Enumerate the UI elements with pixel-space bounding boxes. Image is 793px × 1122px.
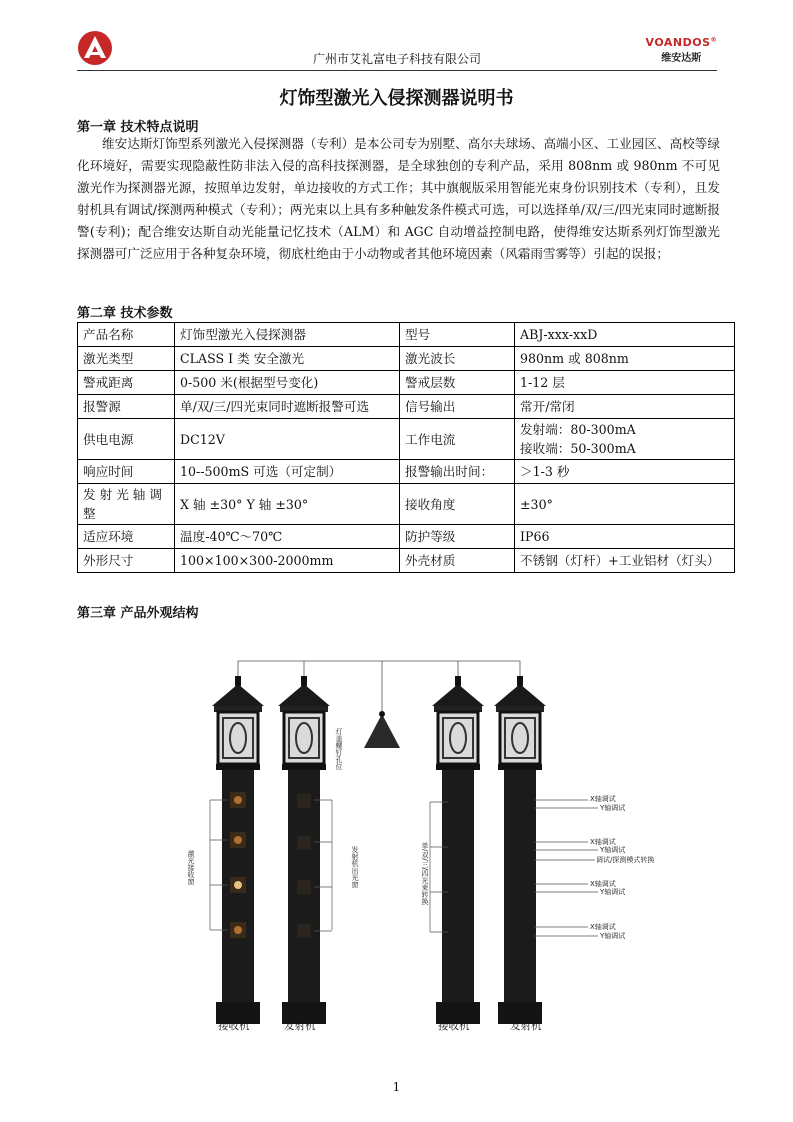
chapter1-body: 维安达斯灯饰型系列激光入侵探测器（专利）是本公司专为别墅、高尔夫球场、高端小区、工业园区、高校等绿化环境好，需要实现隐蔽性防非法入侵的高科技探测器，是全球独创的专利产品，采用 808nm 或 980nm 不可见激光作为探测器光源，按照单边发射，单边接收的方式工作；其中旗舰版采用智能光束身份识别技术（专利），且发射机具有调试/探测两种模式（专利）；两光束以上具有多种触发条件模式可选，可以选择单/双/三/四光束同时遮断报警(专利)；配合维安达斯自动光能量记忆技术（ALM）和 AGC 自动增益控制电路，使得维安达斯系列灯饰型激光探测器可广泛应用于各种复杂环境，彻底杜绝由于小动物或者其他环境因素（风霜雨雪雾等）引起的误报； bbox=[77, 136, 720, 261]
spec-value: IP66 bbox=[515, 525, 735, 549]
y-axis-adjust-label: Y轴调试 bbox=[600, 932, 626, 940]
spec-key: 发射光轴调整 bbox=[78, 484, 175, 525]
spec-value: ＞1-3 秒 bbox=[515, 460, 735, 484]
table-row bbox=[78, 525, 735, 549]
table-row bbox=[78, 395, 735, 419]
spec-value: 10--500mS 可选（可定制） bbox=[175, 460, 400, 484]
product-illustration bbox=[180, 652, 640, 1037]
emitter-current: 发射端：80-300mA bbox=[520, 422, 636, 437]
table-row bbox=[78, 419, 735, 460]
lamp-screw-label: 灯盖螺钉孔位 bbox=[335, 728, 343, 770]
spec-value: ±30° bbox=[515, 484, 735, 525]
chapter1-heading: 第一章 技术特点说明 bbox=[77, 120, 199, 135]
spec-key: 激光类型 bbox=[78, 347, 175, 371]
emitter-window-label: 发射机出光窗 bbox=[351, 846, 359, 888]
table-row bbox=[78, 549, 735, 573]
spec-key: 适应环境 bbox=[78, 525, 175, 549]
spec-key: 防护等级 bbox=[400, 525, 515, 549]
spec-key: 警戒层数 bbox=[400, 371, 515, 395]
spec-key: 响应时间 bbox=[78, 460, 175, 484]
spec-key: 警戒距离 bbox=[78, 371, 175, 395]
spec-value: X 轴 ±30° Y 轴 ±30° bbox=[175, 484, 400, 525]
x-axis-adjust-label: X轴调试 bbox=[590, 795, 616, 803]
emitter-label: 发射机 bbox=[284, 1020, 316, 1032]
spec-key: 外形尺寸 bbox=[78, 549, 175, 573]
x-axis-adjust-label: X轴调试 bbox=[590, 923, 616, 931]
x-axis-adjust-label: X轴调试 bbox=[590, 880, 616, 888]
spec-value: 100×100×300-2000mm bbox=[175, 549, 400, 573]
spec-value: 980nm 或 808nm bbox=[515, 347, 735, 371]
spec-key: 激光波长 bbox=[400, 347, 515, 371]
brand-name-cn: 维安达斯 bbox=[661, 53, 702, 64]
spec-key: 报警源 bbox=[78, 395, 175, 419]
spec-table bbox=[77, 322, 735, 573]
spec-value: 灯饰型激光入侵探测器 bbox=[175, 323, 400, 347]
chapter3-heading: 第三章 产品外观结构 bbox=[77, 606, 199, 621]
receiver-label: 接收机 bbox=[438, 1020, 470, 1032]
y-axis-adjust-label: Y轴调试 bbox=[600, 846, 626, 854]
spec-value: CLASS I 类 安全激光 bbox=[175, 347, 400, 371]
spec-value: ABJ-xxx-xxD bbox=[515, 323, 735, 347]
brand-name-en: VOANDOS bbox=[645, 36, 711, 49]
table-row bbox=[78, 323, 735, 347]
spec-value: 0-500 米(根据型号变化) bbox=[175, 371, 400, 395]
beam-switch-label: 单/双/三/四光束转换 bbox=[421, 842, 429, 906]
registered-mark: ® bbox=[710, 36, 717, 44]
spec-value: 常开/常闭 bbox=[515, 395, 735, 419]
table-row bbox=[78, 371, 735, 395]
spec-value: 单/双/三/四光束同时遮断报警可选 bbox=[175, 395, 400, 419]
spec-key: 供电电源 bbox=[78, 419, 175, 460]
x-axis-adjust-label: X轴调试 bbox=[590, 838, 616, 846]
receiver-window-label: 激光接收窗 bbox=[187, 850, 195, 885]
spec-key: 信号输出 bbox=[400, 395, 515, 419]
mode-switch-label: 调试/探测模式转换 bbox=[596, 856, 655, 864]
chapter2-heading: 第二章 技术参数 bbox=[77, 306, 173, 321]
spec-key: 型号 bbox=[400, 323, 515, 347]
product-structure-figure bbox=[180, 652, 655, 1037]
table-row bbox=[78, 484, 735, 525]
spec-key: 外壳材质 bbox=[400, 549, 515, 573]
y-axis-adjust-label: Y轴调试 bbox=[600, 804, 626, 812]
spec-key: 接收角度 bbox=[400, 484, 515, 525]
emitter-label: 发射机 bbox=[510, 1020, 542, 1032]
brand-logo bbox=[646, 36, 718, 64]
receiver-current: 接收端：50-300mA bbox=[520, 441, 636, 456]
spec-value: 温度-40℃～70℃ bbox=[175, 525, 400, 549]
page-number: 1 bbox=[392, 1080, 401, 1094]
company-name: 广州市艾礼富电子科技有限公司 bbox=[312, 52, 481, 66]
spec-value bbox=[515, 419, 735, 460]
spec-value: DC12V bbox=[175, 419, 400, 460]
spec-value: 1-12 层 bbox=[515, 371, 735, 395]
y-axis-adjust-label: Y轴调试 bbox=[600, 888, 626, 896]
table-row bbox=[78, 347, 735, 371]
spec-key: 产品名称 bbox=[78, 323, 175, 347]
receiver-label: 接收机 bbox=[218, 1020, 250, 1032]
page-header bbox=[77, 26, 717, 71]
spec-key: 工作电流 bbox=[400, 419, 515, 460]
spec-key: 报警输出时间： bbox=[400, 460, 515, 484]
spec-value: 不锈钢（灯杆）+工业铝材（灯头） bbox=[515, 549, 735, 573]
table-row bbox=[78, 460, 735, 484]
document-title: 灯饰型激光入侵探测器说明书 bbox=[279, 88, 514, 109]
